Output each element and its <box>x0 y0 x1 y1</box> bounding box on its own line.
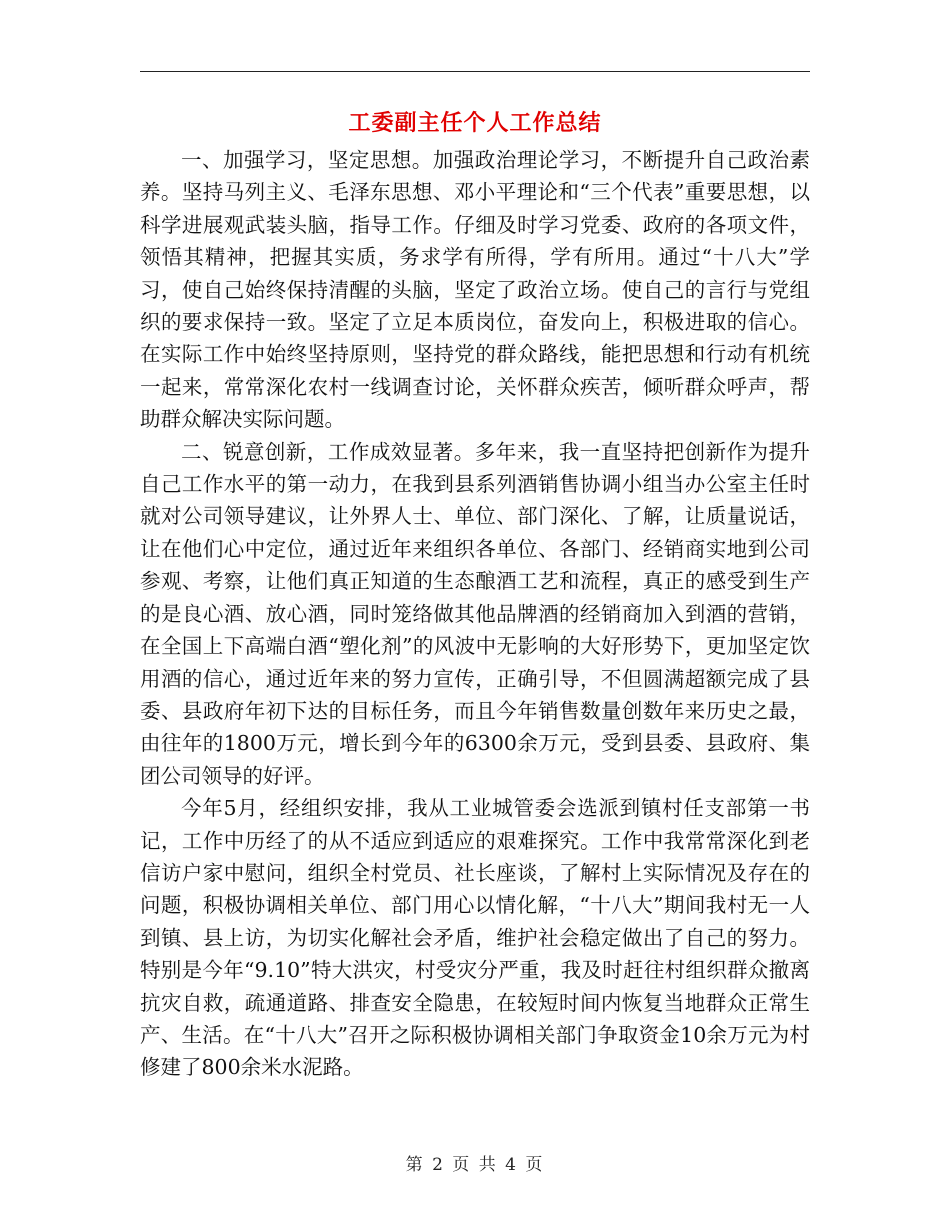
document-body <box>140 144 810 1084</box>
header-rule <box>140 71 810 72</box>
page-number: 第 2 页 共 4 页 <box>405 1155 545 1175</box>
paragraph-3: 今年5月，经组织安排，我从工业城管委会选派到镇村任支部第一书记，工作中历经了的从不适应到适应的艰难探究。工作中我常常深化到老信访户家中慰问，组织全村党员、社长座谈，了解村上实际情况及存在的问题，积极协调相关单位、部门用心以情化解，“十八大”期间我村无一人到镇、县上访，为切实化解社会矛盾，维护社会稳定做出了自己的努力。特别是今年“9.10”特大洪灾，村受灾分严重，我及时赶往村组织群众撤离抗灾自救，疏通道路、排查安全隐患，在较短时间内恢复当地群众正常生产、生活。在“十八大”召开之际积极协调相关部门争取资金10余万元为村修建了800余米水泥路。 <box>140 796 810 1080</box>
paragraph-2: 二、锐意创新，工作成效显著。多年来，我一直坚持把创新作为提升自己工作水平的第一动力，在我到县系列酒销售协调小组当办公室主任时就对公司领导建议，让外界人士、单位、部门深化、了解，让质量说话，让在他们心中定位，通过近年来组织各单位、各部门、经销商实地到公司参观、考察，让他们真正知道的生态酿酒工艺和流程，真正的感受到生产的是良心酒、放心酒，同时笼络做其他品牌酒的经销商加入到酒的营销，在全国上下高端白酒“塑化剂”的风波中无影响的大好形势下，更加坚定饮用酒的信心，通过近年来的努力宣传，正确引导，不但圆满超额完成了县委、县政府年初下达的目标任务，而且今年销售数量创数年来历史之最，由往年的1800万元，增长到今年的6300余万元，受到县委、县政府、集团公司领导的好评。 <box>140 439 810 788</box>
paragraph-1: 一、加强学习，坚定思想。加强政治理论学习，不断提升自己政治素养。坚持马列主义、毛泽东思想、邓小平理论和“三个代表”重要思想，以科学进展观武装头脑，指导工作。仔细及时学习党委、政府的各项文件，领悟其精神，把握其实质，务求学有所得，学有所用。通过“十八大”学习，使自己始终保持清醒的头脑，坚定了政治立场。使自己的言行与党组织的要求保持一致。坚定了立足本质岗位，奋发向上，积极进取的信心。在实际工作中始终坚持原则，坚持党的群众路线，能把思想和行动有机统一起来，常常深化农村一线调查讨论，关怀群众疾苦，倾听群众呼声，帮助群众解决实际问题。 <box>140 148 810 432</box>
document-title: 工委副主任个人工作总结 <box>348 111 602 136</box>
